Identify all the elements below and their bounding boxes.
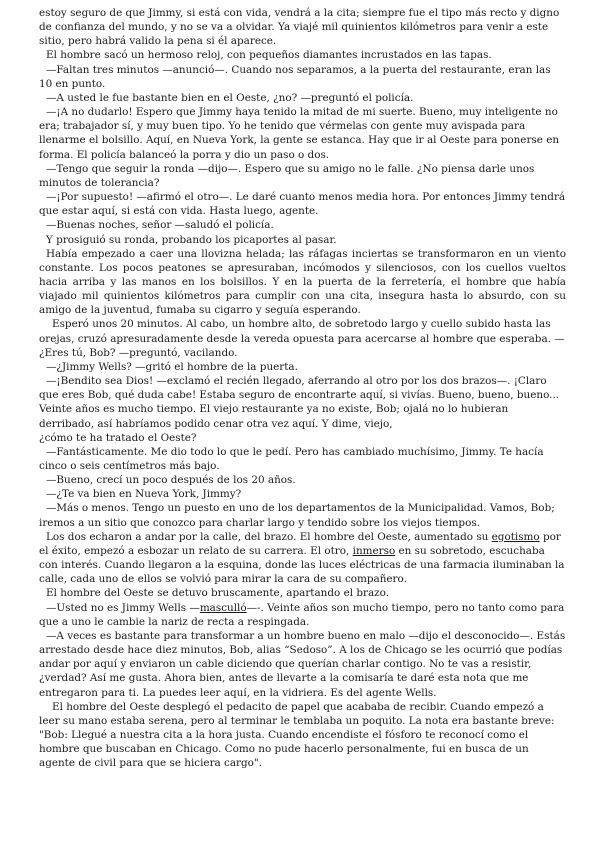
paragraph: Había empezado a caer una llovizna helada; las ráfagas inciertas se transformaron en un viento constante. Los pocos peatones se apresuraban, incómodos y silenciosos, con los cuellos vueltos hacia arriba y las manos en los bolsillos. Y en la puerta de la ferretería, el hombre que había viajado mil quinientos kilómetros para cumplir con una cita, insegura hasta lo absurdo, con su amigo de la juventud, fumaba su cigarro y seguía esperando.	[39, 247, 566, 317]
text-run: por el éxito, empezó a esbozar un relato de su carrera. El otro,	[39, 530, 561, 557]
paragraph: —¿Te va bien en Nueva York, Jimmy?	[46, 488, 242, 501]
paragraph: —Fantásticamente. Me dio todo lo que le pedí. Pero has cambiado muchísimo, Jimmy. Te hacía cinco o seis centímetros más bajo.	[39, 445, 544, 472]
paragraph	[39, 530, 566, 587]
paragraph	[39, 601, 566, 629]
text-run: Los dos echaron a andar por la calle, del brazo. El hombre del Oeste, aumentado su	[46, 530, 492, 543]
paragraph: —Bueno, crecí un poco después de los 20 años.	[46, 474, 296, 487]
paragraph: —A usted le fue bastante bien en el Oeste, ¿no? —preguntó el policía.	[46, 91, 414, 104]
paragraph: —¡Por supuesto! —afirmó el otro—. Le daré cuanto menos media hora. Por entonces Jimmy tendrá que estar aquí, si está con vida. Hasta luego, agente.	[39, 191, 566, 218]
text-run: en su sobretodo, escuchaba con interés. Cuando llegaron a la esquina, donde las luces eléctricas de una farmacia iluminaban la calle, cada uno de ellos se volvió para mirar la cara de su compañero.	[39, 544, 565, 586]
paragraph: El hombre del Oeste desplegó el pedacito de papel que acababa de recibir. Cuando empezó a leer su mano estaba serena, pero al terminar le temblaba un poquito. La nota era bastante breve: "Bob: Llegué a nuestra cita a la hora justa. Cuando encendiste el fósforo te reconocí como el hombre que buscaban en Chicago. Como no pude hacerlo personalmente, fui en busca de un agente de civil para que se hiciera cargo".	[39, 700, 555, 770]
underlined-word: egotismo	[491, 530, 540, 543]
paragraph: —¡Bendito sea Dios! —exclamó el recién llegado, aferrando al otro por los dos brazos—. ¡Claro que eres Bob, qué duda cabe! Estaba seguro de encontrarte aquí, si vivías. Bueno, bueno, bueno... Veinte años es mucho tiempo. El viejo restaurante ya no existe, Bob; ojalá no lo hubieran derribado, así habríamos podido cenar otra vez aquí. Y dime, viejo,	[39, 375, 560, 430]
paragraph: —Faltan tres minutos —anunció—. Cuando nos separamos, a la puerta del restaurante, eran las 10 en punto.	[39, 63, 551, 90]
paragraph: —Más o menos. Tengo un puesto en uno de los departamentos de la Municipalidad. Vamos, Bob; iremos a un sitio que conozco para charlar largo y tendido sobre los viejos tiempos.	[39, 502, 555, 529]
text-run: —-. Veinte años son mucho tiempo, pero no tanto como para que a uno le cambie la nariz de recta a respingada.	[39, 601, 565, 628]
paragraph: El hombre del Oeste se detuvo bruscamente, apartando el brazo.	[46, 587, 390, 600]
text-run: —Usted no es Jimmy Wells —	[46, 601, 200, 614]
paragraph: —A veces es bastante para transformar a un hombre bueno en malo —dijo el desconocido—. Estás arrestado desde hace diez minutos, Bob, alias “Sedoso”. A los de Chicago se les ocurrió que podías andar por aquí y enviaron un cable diciendo que querían charlar contigo. No te vas a resistir, ¿verdad? Así me gusta. Ahora bien, antes de llevarte a la comisaría te daré esta nota que me entregaron para ti. La puedes leer aquí, en la vidriera. Es del agente Wells.	[39, 629, 566, 699]
paragraph: —Tengo que seguir la ronda —dijo—. Espero que su amigo no le falle. ¿No piensa darle unos minutos de tolerancia?	[39, 162, 535, 189]
underlined-word: masculló	[199, 601, 247, 614]
paragraph: Esperó unos 20 minutos. Al cabo, un hombre alto, de sobretodo largo y cuello subido hasta las orejas, cruzó apresuradamente desde la vereda opuesta para acercarse al hombre que esperaba. —¿Eres tú, Bob? —preguntó, vacilando.	[39, 318, 565, 359]
paragraph: —¡A no dudarlo! Espero que Jimmy haya tenido la mitad de mi suerte. Bueno, muy inteligente no era; trabajador sí, y muy buen tipo. Yo he tenido que vérmelas con gente muy avispada para llenarme el bolsillo. Aquí, en Nueva York, la gente se estanca. Hay que ir al Oeste para ponerse en forma. El policía balanceó la porra y dio un paso o dos.	[39, 106, 560, 161]
paragraph: —¿Jimmy Wells? —gritó el hombre de la puerta.	[46, 360, 298, 373]
paragraph: estoy seguro de que Jimmy, si está con vida, vendrá a la cita; siempre fue el tipo más recto y digno de confianza del mundo, y no se va a olvidar. Ya viajé mil quinientos kilómetros para venir a este sitio, pero habrá valido la pena si él aparece.	[39, 7, 560, 48]
paragraph: Y prosiguió su ronda, probando los picaportes al pasar.	[46, 233, 337, 246]
paragraph: —Buenas noches, señor —saludó el policía.	[46, 219, 274, 232]
underlined-word: inmerso	[352, 544, 396, 557]
paragraph: ¿cómo te ha tratado el Oeste?	[39, 431, 197, 444]
paragraph: El hombre sacó un hermoso reloj, con pequeños diamantes incrustados en las tapas.	[46, 49, 492, 62]
